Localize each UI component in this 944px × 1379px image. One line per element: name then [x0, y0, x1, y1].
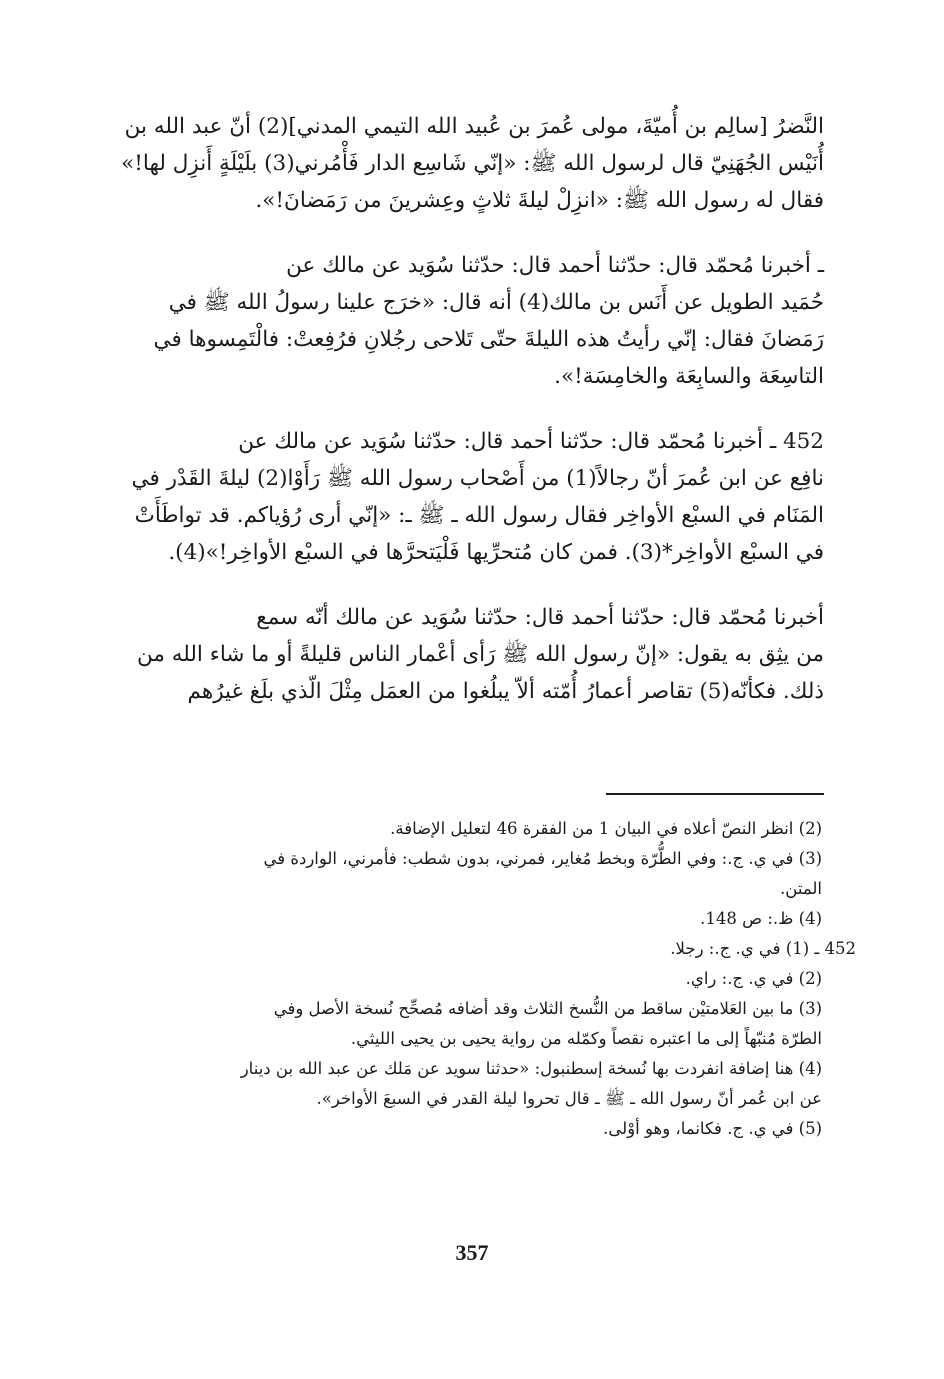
paragraph-4 [115, 599, 824, 710]
text-line: المَنَام في السبْع الأواخِر فقال رسول الله ـ ﷺ ـ: «إنّي أرى رُؤياكم. قد تواطَأَتْ [134, 503, 824, 528]
footnote: (5) في ي. ج. فكانما، وهو أوْلى. [603, 1119, 822, 1138]
footnote-continuation: عن ابن عُمر أنّ رسول الله ـ ﷺ ـ قال تحروا ليلة القدر في السبعَ الأواخر». [316, 1089, 822, 1108]
footnote: (4) ظ.: ص 148. [700, 909, 822, 928]
paragraph-3 [115, 423, 824, 571]
text-line: من يثِق به يقول: «إنّ رسول الله ﷺ رَأى أعْمار الناس قليلةً أو ما شاء الله من [137, 642, 824, 667]
text-line: أُنَيْس الجُهَنِيّ قال لرسول الله ﷺ: «إنّي شَاسِع الدار فَأْمُرني(3) بلَيْلَةٍ أَنزِل لها!» [121, 151, 824, 176]
footnote: (4) هنا إضافة انفردت بها نُسخة إسطنبول: «حدثنا سويد عن مَلك عن عبد الله بن دينار [240, 1059, 822, 1078]
text-line: نافِع عن ابن عُمرَ أنّ رجالاً(1) من أَصْحاب رسول الله ﷺ رَأَوْا(2) ليلةَ القَدْر في [131, 466, 824, 491]
footnote-continuation: المتن. [780, 879, 822, 898]
paragraph-1 [115, 108, 824, 219]
footnotes [128, 814, 856, 1144]
text-line: في السبْع الأواخِر*(3). فمن كان مُتحرِّيها فَلْيَتحرَّها في السبْع الأواخِر!»(4). [168, 540, 824, 565]
footnote-continuation: الطرّة مُنبّهاً إلى ما اعتبره نقصاً وكمّله من رواية يحيى بن يحيى الليثي. [350, 1029, 822, 1048]
footnote: (2) في ي. ج.: راي. [685, 969, 822, 988]
text-line: رَمَضانَ فقال: إنّي رأيتُ هذه الليلةَ حتّى تَلاحى رجُلانِ فرُفِعتْ: فالْتَمِسوها في [153, 327, 824, 352]
footnote: (3) في ي. ج.: وفي الطُّرّة وبخط مُغاير، فمرني، بدون شطب: فأمرني، الواردة في [263, 849, 822, 868]
text-line: 452 ـ أخبرنا مُحمّد قال: حدّثنا أحمد قال: حدّثنا سُوَيد عن مالك عن [238, 429, 824, 454]
page-number: 357 [455, 1240, 489, 1265]
main-text [115, 108, 824, 738]
footnote: (2) انظر النصّ أعلاه في البيان 1 من الفقرة 46 لتعليل الإضافة. [390, 819, 822, 838]
text-line: التاسِعَة والسابِعَة والخامِسَة!». [554, 364, 824, 389]
text-line: ذلك. فكأنّه(5) تقاصر أعمارُ أُمّته ألاّ يبلُغوا من العمَل مِثْلَ الّذي بلَغ غيرُهم [187, 679, 824, 704]
text-line: النَّضرُ [سالِم بن أُميّةَ، مولى عُمرَ بن عُبيد الله التيمي المدني](2) أنّ عبد الله بن [124, 114, 824, 139]
paragraph-2 [115, 247, 824, 395]
footnote: 452 ـ (1) في ي. ج.: رجلا. [670, 939, 856, 958]
text-line: أخبرنا مُحمّد قال: حدّثنا أحمد قال: حدّثنا سُوَيد عن مالك أنّه سمع [256, 605, 824, 630]
text-line: ـ أخبرنا مُحمّد قال: حدّثنا أحمد قال: حدّثنا سُوَيد عن مالك عن [286, 253, 824, 278]
footnote: (3) ما بين العَلامتيْن ساقط من النُّسخ الثلاث وقد أضافه مُصحِّح نُسخة الأصل وفي [273, 999, 822, 1018]
text-line: فقال له رسول الله ﷺ: «انزِلْ ليلةَ ثلاثٍ وعِشرينَ من رَمَضانَ!». [255, 188, 824, 213]
text-line: حُمَيد الطويل عن أَنَس بن مالك(4) أنه قال: «خرَج علينا رسولُ الله ﷺ في [168, 290, 824, 315]
footnote-divider [606, 793, 824, 795]
